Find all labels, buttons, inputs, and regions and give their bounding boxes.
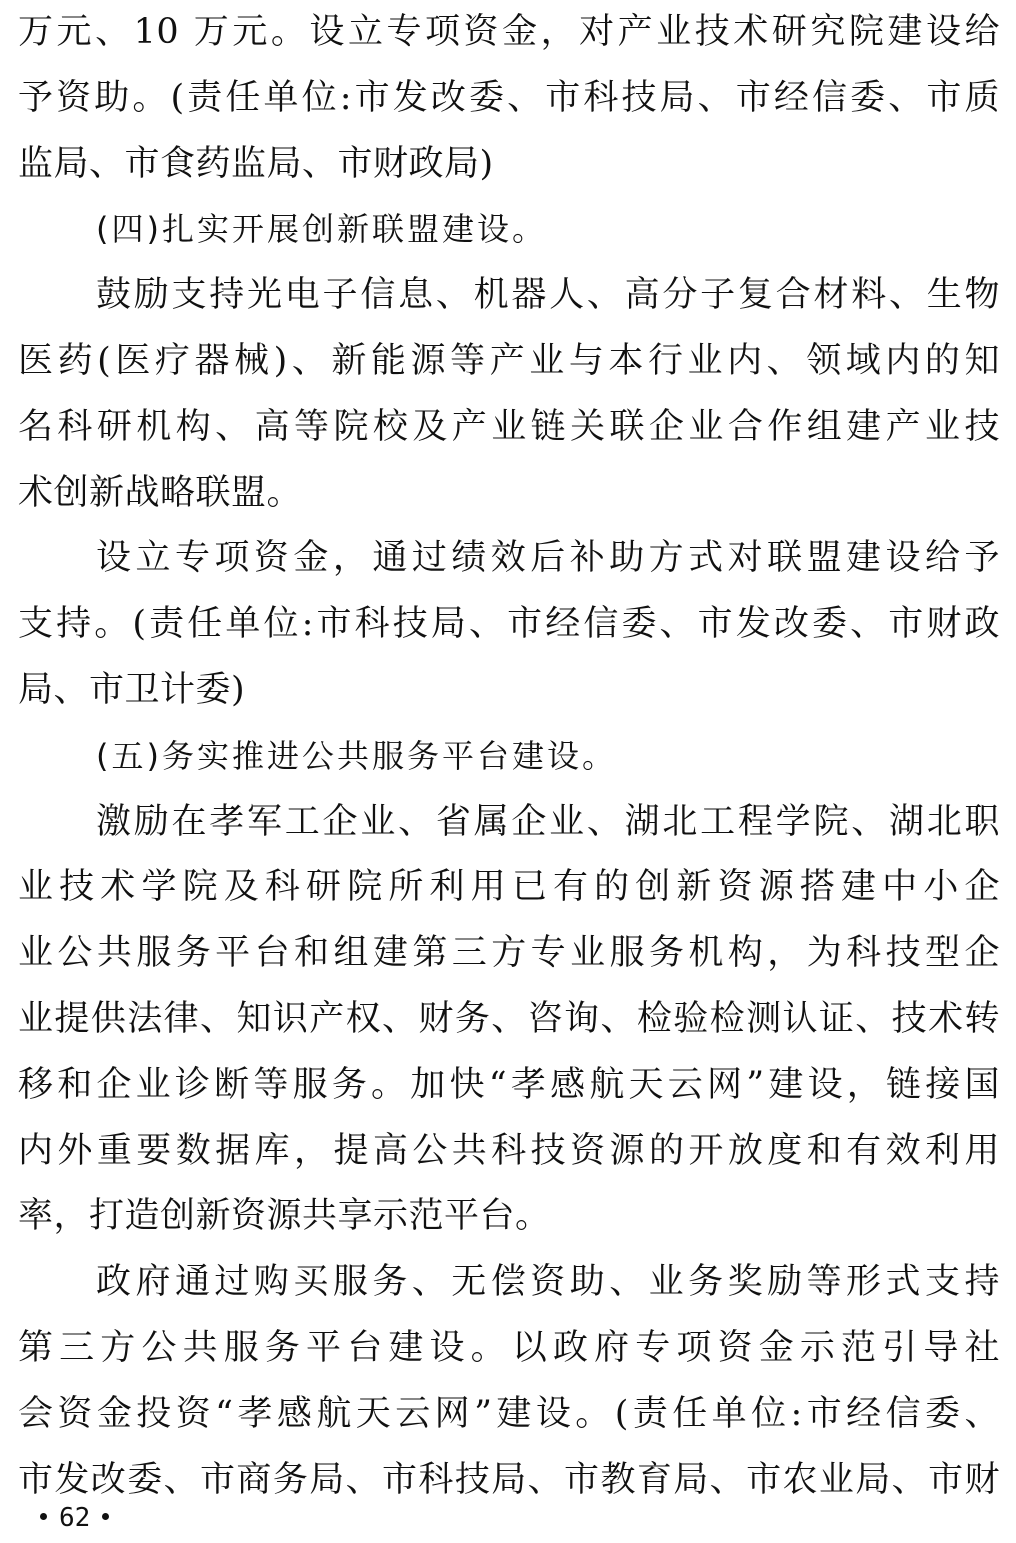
bullet-dot-icon	[102, 1513, 109, 1520]
text-line: 支持。(责任单位:市科技局、市经信委、市发改委、市财政	[18, 604, 1000, 645]
section-heading-five: (五)务实推进公共服务平台建设。	[96, 736, 617, 775]
text-line: 鼓励支持光电子信息、机器人、高分子复合材料、生物	[96, 275, 1000, 316]
text-line: 业技术学院及科研院所利用已有的创新资源搭建中小企	[18, 867, 1000, 908]
text-line: 名科研机构、高等院校及产业链关联企业合作组建产业技	[18, 406, 1000, 447]
text-line: 万元、10 万元。设立专项资金，对产业技术研究院建设给	[18, 12, 1000, 52]
text-line: 予资助。(责任单位:市发改委、市科技局、市经信委、市质	[18, 77, 1000, 118]
text-line: 激励在孝军工企业、省属企业、湖北工程学院、湖北职	[96, 801, 1000, 842]
text-line: 会资金投资“孝感航天云网”建设。(责任单位:市经信委、	[18, 1393, 1000, 1434]
text-line: 第三方公共服务平台建设。以政府专项资金示范引导社	[18, 1327, 1000, 1368]
text-line: 术创新战略联盟。	[18, 472, 303, 513]
text-line: 设立专项资金，通过绩效后补助方式对联盟建设给予	[96, 538, 1000, 579]
text-line: 率，打造创新资源共享示范平台。	[18, 1196, 551, 1237]
text-line: 内外重要数据库，提高公共科技资源的开放度和有效利用	[18, 1130, 1000, 1171]
text-line: 业公共服务平台和组建第三方专业服务机构，为科技型企	[18, 933, 1000, 974]
page-footer	[28, 1498, 121, 1538]
body-text	[18, 0, 1000, 1513]
text-line: 政府通过购买服务、无偿资助、业务奖励等形式支持	[96, 1262, 1000, 1303]
section-heading-four: (四)扎实开展创新联盟建设。	[96, 210, 547, 249]
text-line: 监局、市食药监局、市财政局)	[18, 143, 494, 184]
text-line: 移和企业诊断等服务。加快“孝感航天云网”建设，链接国	[18, 1064, 1000, 1105]
text-line: 医药(医疗器械)、新能源等产业与本行业内、领域内的知	[18, 340, 1000, 381]
text-line: 市发改委、市商务局、市科技局、市教育局、市农业局、市财	[18, 1459, 1000, 1500]
bullet-dot-icon	[40, 1513, 47, 1520]
text-line: 局、市卫计委)	[18, 669, 246, 710]
page-number: 62	[59, 1503, 91, 1533]
text-line: 业提供法律、知识产权、财务、咨询、检验检测认证、技术转	[18, 998, 1000, 1039]
